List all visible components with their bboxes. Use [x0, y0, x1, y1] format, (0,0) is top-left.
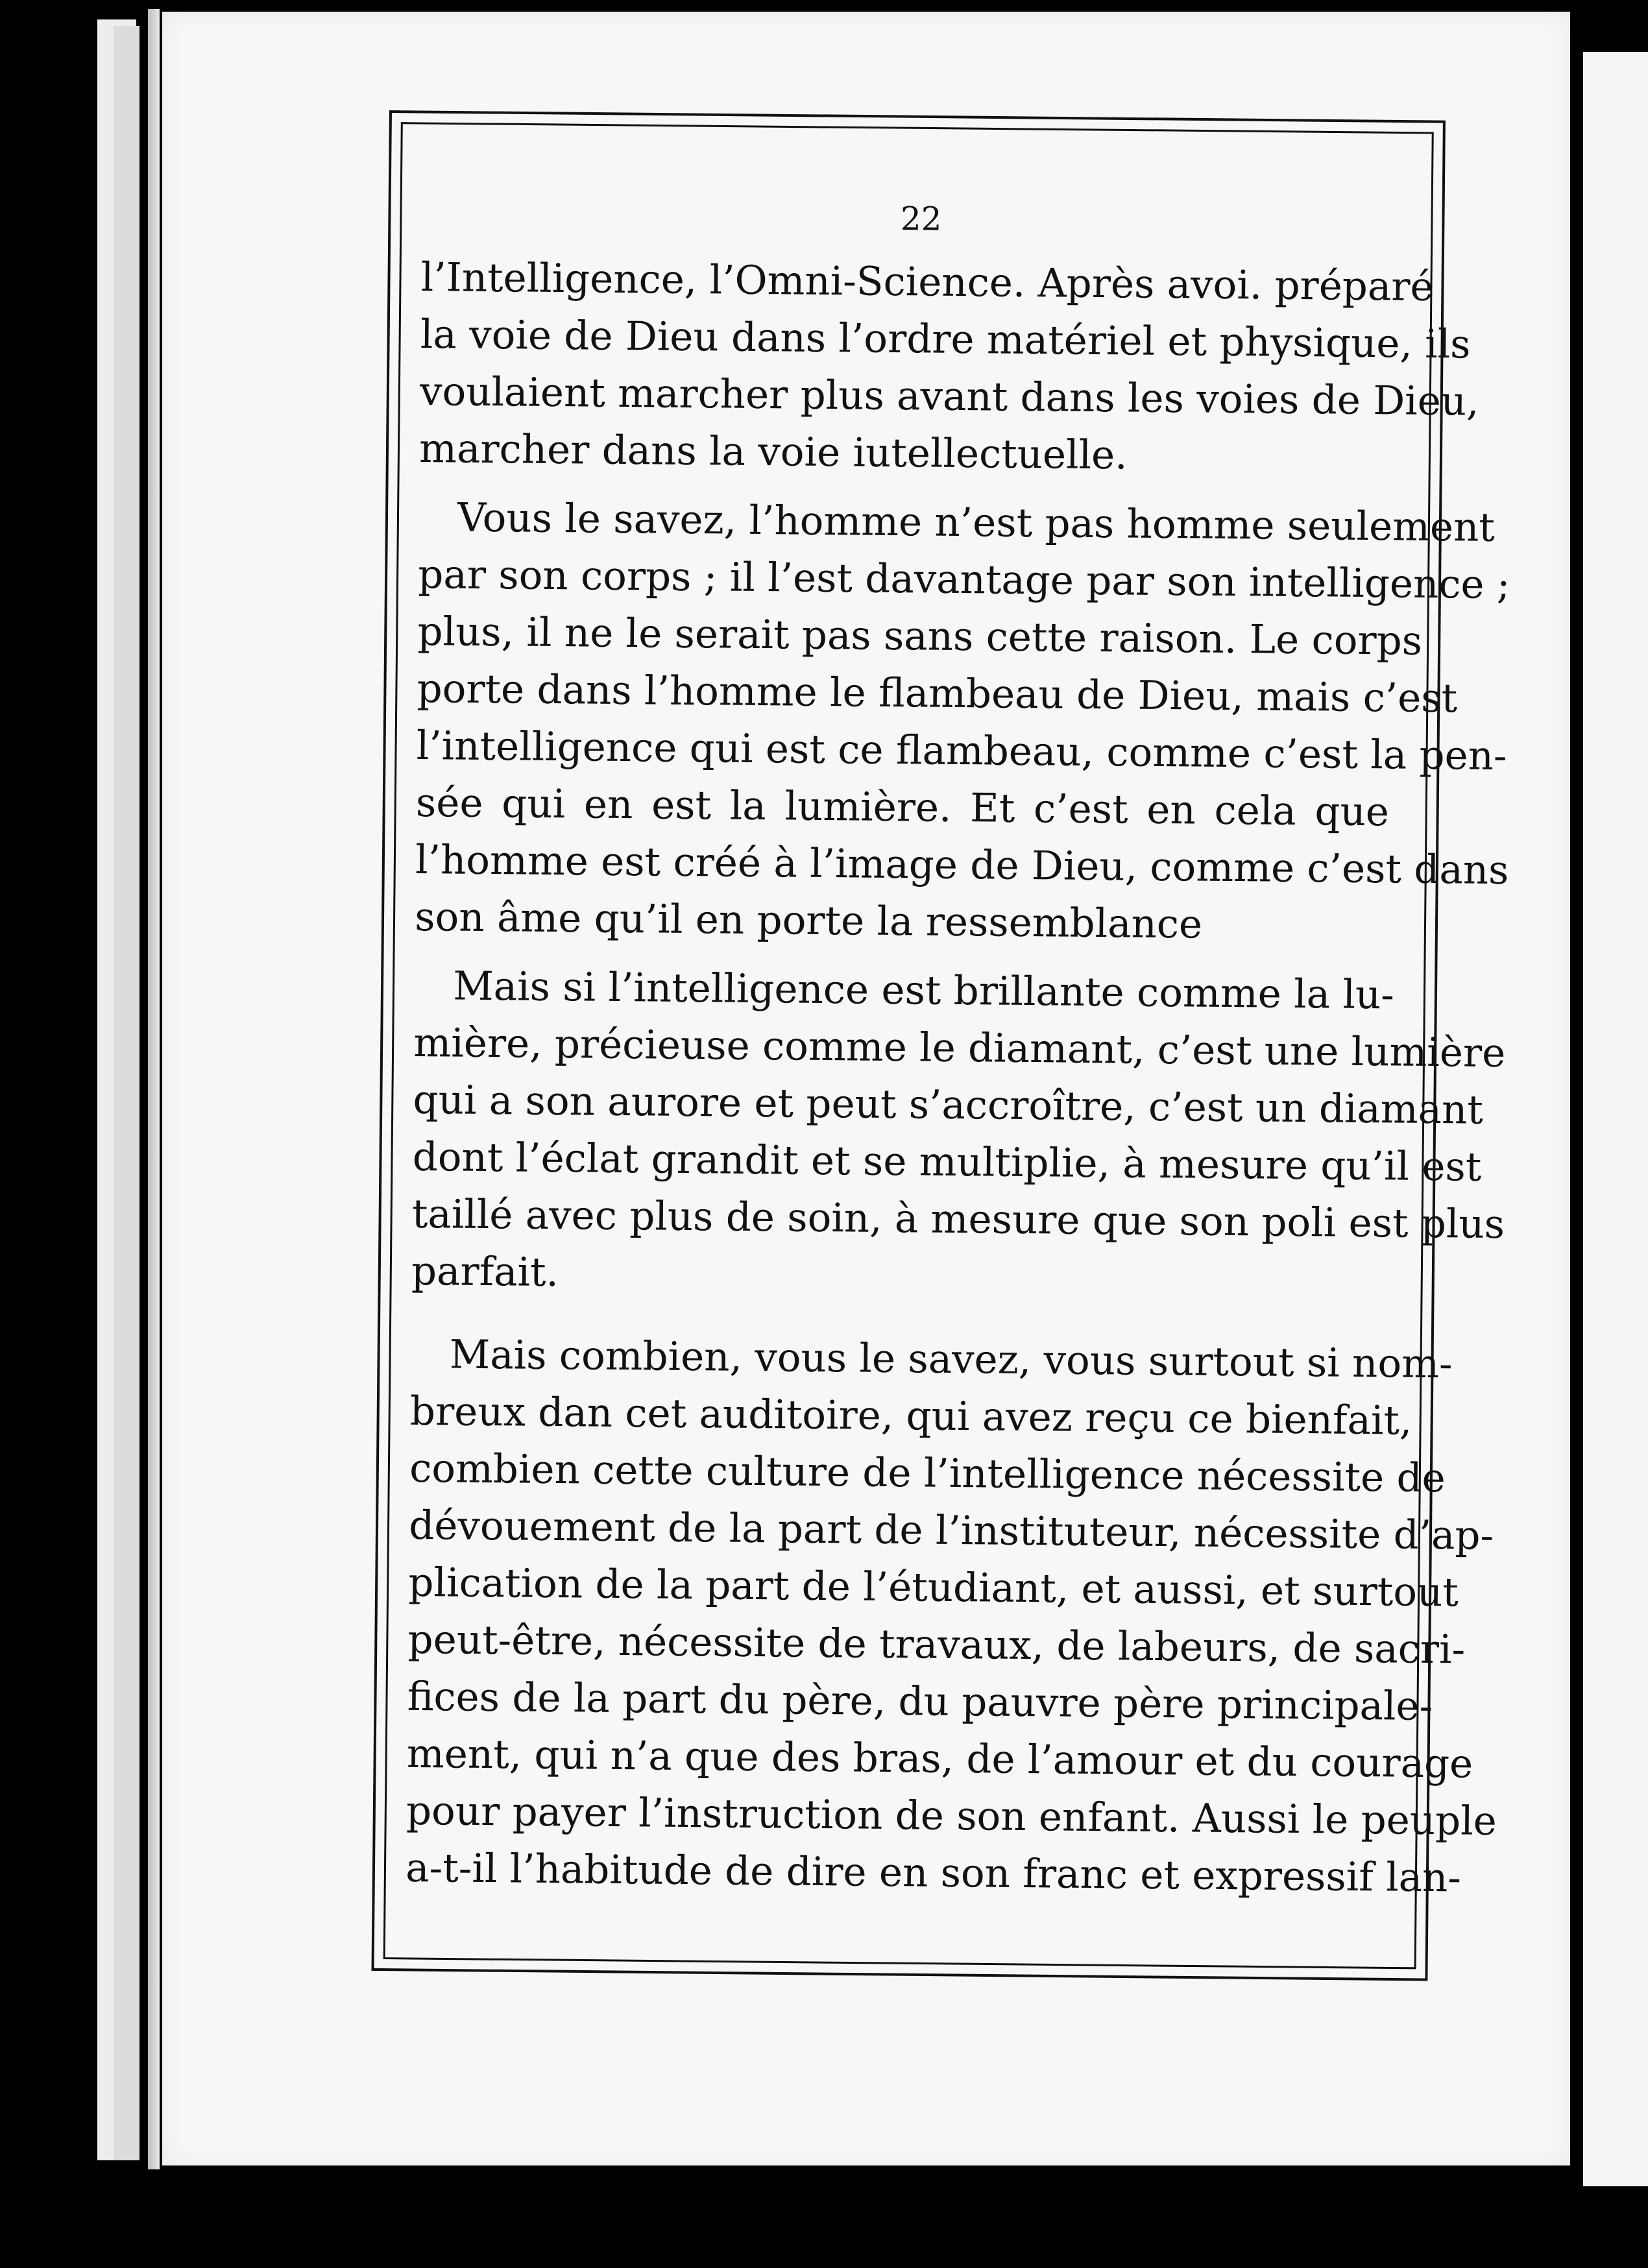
- text-line: dont l’éclat grandit et se multiplie, à mesure qu’il est: [412, 1133, 1482, 1190]
- adjacent-page-edge: [1583, 52, 1648, 2186]
- text-line: la voie de Dieu dans l’ordre matériel et physique, ils: [420, 311, 1471, 368]
- stacked-page-edge-2: [114, 26, 139, 2160]
- text-line: a-t-il l’habitude de dire en son franc et expressif lan-: [405, 1844, 1462, 1901]
- page-number: 22: [900, 200, 942, 238]
- paragraph: [414, 489, 1510, 955]
- text-line: l’intelligence qui est ce flambeau, comme c’est la pen-: [416, 722, 1507, 780]
- text-line: l’Intelligence, l’Omni-Science. Après avoi. préparé: [420, 254, 1434, 310]
- text-line: sée qui en est la lumière. Et c’est en cela que: [415, 779, 1390, 836]
- text-line: son âme qu’il en porte la ressemblance: [414, 893, 1203, 948]
- text-line: dévouement de la part de l’instituteur, nécessite d’ap-: [408, 1502, 1494, 1559]
- text-line: taillé avec plus de soin, à mesure que son poli est plus: [411, 1190, 1505, 1248]
- paragraph: [405, 1326, 1497, 1906]
- text-line: voulaient marcher plus avant dans les voies de Dieu,: [419, 368, 1479, 425]
- text-line: mière, précieuse comme le diamant, c’est une lumière: [413, 1019, 1506, 1077]
- text-line: breux dan cet auditoire, qui avez reçu ce bienfait,: [409, 1388, 1412, 1444]
- text-line: Vous le savez, l’homme n’est pas homme seulement: [457, 494, 1496, 551]
- text-line: l’homme est créé à l’image de Dieu, comme c’est dans: [415, 836, 1509, 894]
- text-line: combien cette culture de l’intelligence nécessite de: [409, 1445, 1446, 1502]
- text-line: plus, il ne le serait pas sans cette raison. Le corps: [417, 608, 1423, 664]
- text-line: plication de la part de l’étudiant, et aussi, et surtout: [408, 1559, 1459, 1616]
- text-line: ment, qui n’a que des bras, de l’amour et du courage: [406, 1730, 1473, 1787]
- text-line: pour payer l’instruction de son enfant. Aussi le peuple: [406, 1787, 1497, 1845]
- page-spine: [148, 9, 160, 2169]
- text-line: marcher dans la voie iutellectuelle.: [418, 425, 1128, 479]
- paragraph: [411, 958, 1506, 1309]
- text-line: peut-être, nécessite de travaux, de labeurs, de sacri-: [407, 1616, 1466, 1673]
- text-line: par son corps ; il l’est davantage par son intelligence ;: [418, 551, 1510, 609]
- text-line: Mais si l’intelligence est brillante comme la lu-: [452, 963, 1395, 1019]
- text-line: parfait.: [411, 1248, 559, 1296]
- page-text-block: [405, 195, 1510, 1906]
- text-line: Mais combien, vous le savez, vous surtout si nom-: [449, 1331, 1453, 1388]
- text-line: fices de la part du père, du pauvre père principale-: [407, 1673, 1433, 1730]
- text-line: qui a son aurore et peut s’accroître, c’est un diamant: [413, 1076, 1484, 1133]
- paragraph: [418, 249, 1479, 487]
- text-line: porte dans l’homme le flambeau de Dieu, mais c’est: [417, 665, 1458, 722]
